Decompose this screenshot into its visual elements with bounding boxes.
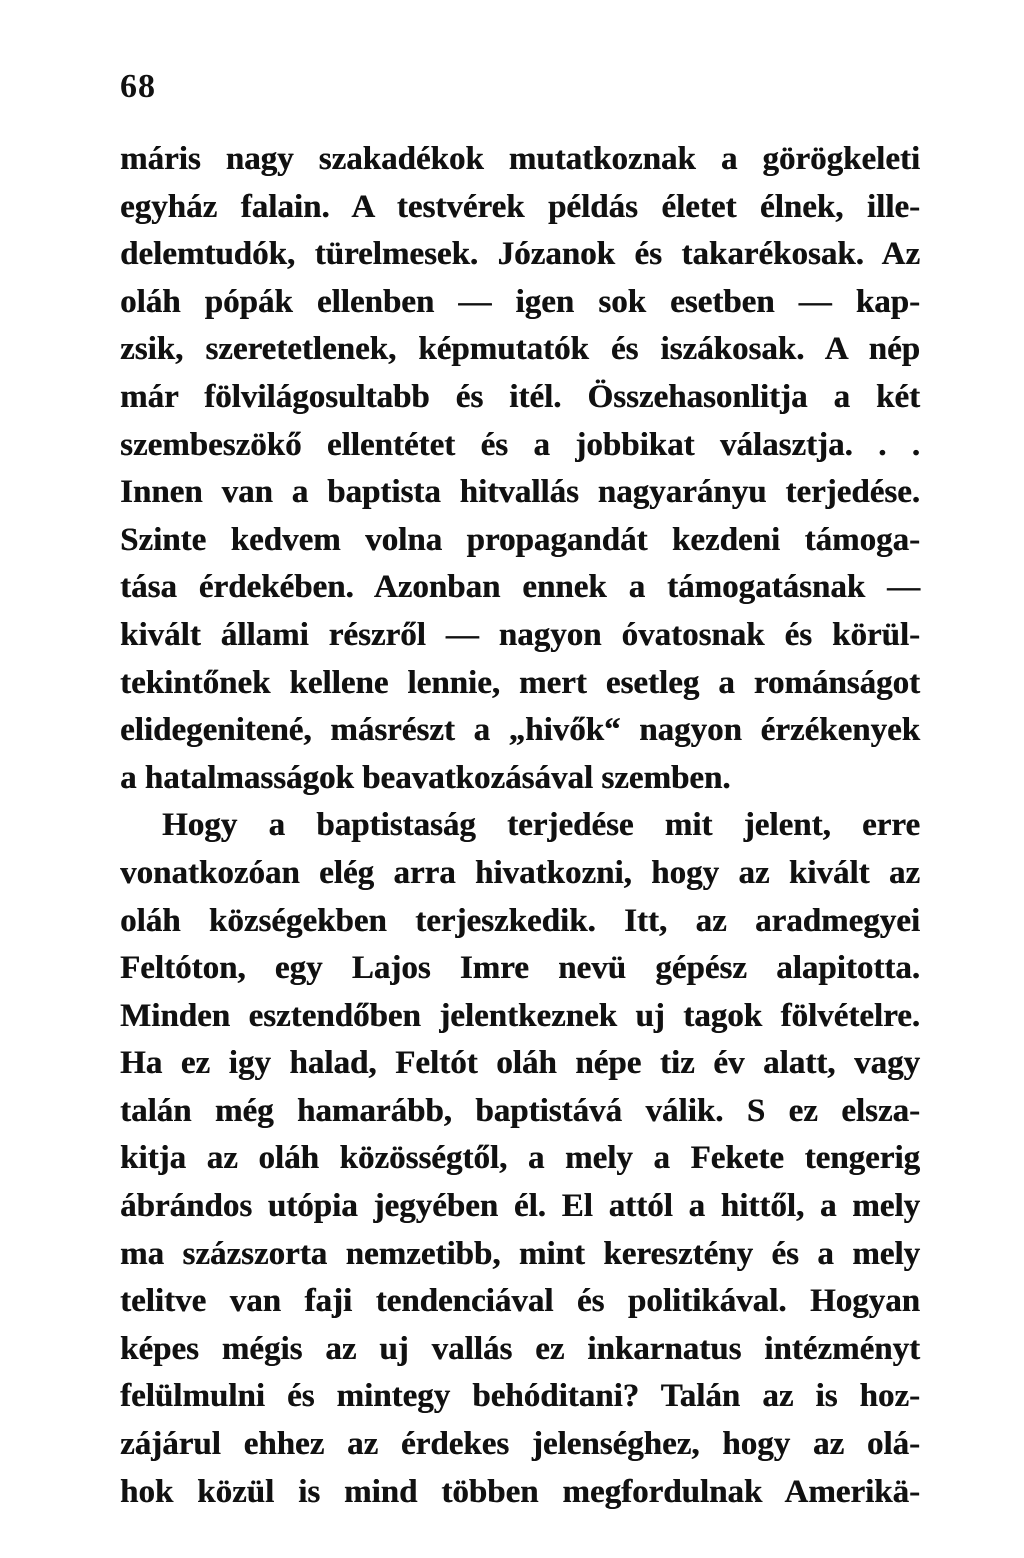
text-line: kitja az oláh közösségtől, a mely a Fekete tengerig xyxy=(120,1140,920,1177)
text-line: képes mégis az uj vallás ez inkarnatus intézményt xyxy=(120,1330,920,1367)
text-line: Minden esztendőben jelentkeznek uj tagok fölvételre. xyxy=(120,997,920,1034)
text-line: Feltóton, egy Lajos Imre nevü gépész alapitotta. xyxy=(120,950,920,987)
text-line: Szinte kedvem volna propagandát kezdeni támoga- xyxy=(120,521,920,558)
text-line: Innen van a baptista hitvallás nagyarányu terjedése. xyxy=(120,474,920,511)
text-line: delemtudók, türelmesek. Józanok és takarékosak. Az xyxy=(120,236,920,273)
text-line: oláh pópák ellenben — igen sok esetben — kap- xyxy=(120,283,920,320)
text-line: tekintőnek kellene lennie, mert esetleg a románságot xyxy=(120,664,920,701)
text-line: talán még hamarább, baptistává válik. S ez elsza- xyxy=(120,1092,920,1129)
text-line: Ha ez igy halad, Feltót oláh népe tiz év alatt, vagy xyxy=(120,1045,920,1082)
text-line: zájárul ehhez az érdekes jelenséghez, hogy az olá- xyxy=(120,1426,920,1463)
text-line: szembeszökő ellentétet és a jobbikat választja. . . xyxy=(120,426,920,463)
text-line: máris nagy szakadékok mutatkoznak a görögkeleti xyxy=(120,141,920,177)
text-line: zsik, szeretetlenek, képmutatók és iszákosak. A nép xyxy=(120,331,920,368)
body-text xyxy=(120,136,920,1516)
text-line: ma százszorta nemzetibb, mint keresztény és a mely xyxy=(120,1235,920,1272)
text-line: tása érdekében. Azonban ennek a támogatásnak — xyxy=(120,569,920,606)
text-line: kivált állami részről — nagyon óvatosnak és körül- xyxy=(120,616,920,653)
text-line: egyház falain. A testvérek példás életet élnek, ille- xyxy=(120,188,920,225)
text-line: elidegenitené, másrészt a „hivők“ nagyon érzékenyek xyxy=(120,712,920,749)
text-line: oláh községekben terjeszkedik. Itt, az aradmegyei xyxy=(120,902,920,939)
text-line: vonatkozóan elég arra hivatkozni, hogy az kivált az xyxy=(120,854,920,891)
page-number: 68 xyxy=(120,68,156,105)
text-line: ábrándos utópia jegyében él. El attól a hittől, a mely xyxy=(120,1188,920,1225)
text-line: felülmulni és mintegy behóditani? Talán az is hoz- xyxy=(120,1378,920,1415)
text-line: hok közül is mind többen megfordulnak Amerikä- xyxy=(120,1473,920,1510)
paragraph-start-line: Hogy a baptistaság terjedése mit jelent, erre xyxy=(162,807,920,844)
text-line: már fölvilágosultabb és itél. Összehasonlitja a két xyxy=(120,378,920,415)
text-line: telitve van faji tendenciával és politikával. Hogyan xyxy=(120,1283,920,1320)
paragraph-end-line: a hatalmasságok beavatkozásával szemben. xyxy=(120,759,731,796)
